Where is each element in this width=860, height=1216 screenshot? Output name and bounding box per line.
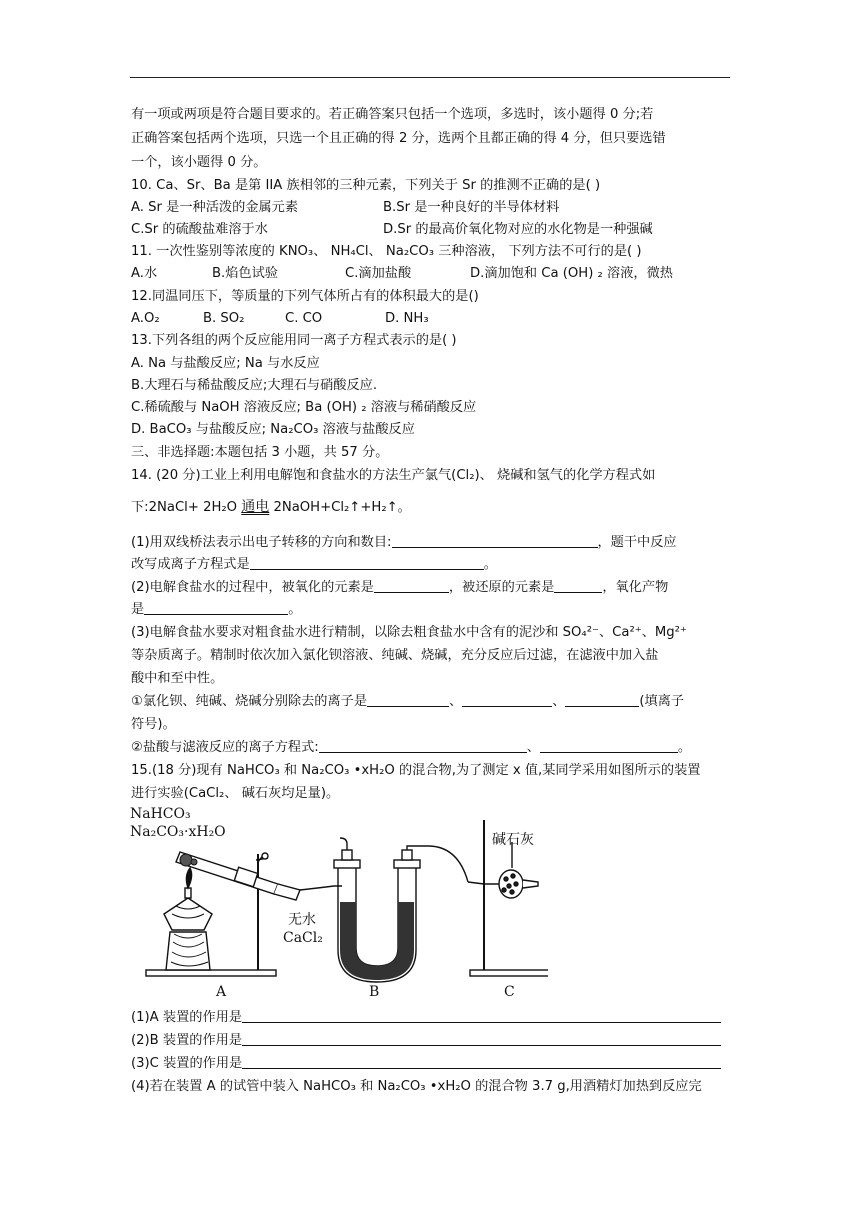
q14-part-1-line-2: 改写成离子方程式是 。 [131,557,497,572]
section-3-heading: 三、非选择题:本题包括 3 小题，共 57 分。 [131,445,389,460]
figure-label-mixture-1: NaHCO₃ [130,806,191,822]
figure-label-mixture-2: Na₂CO₃·xH₂O [130,824,226,840]
q13-stem: 13.下列各组的两个反应能用同一离子方程式表示的是( ) [131,333,457,348]
q14-part-3-line-3: 酸中和至中性。 [131,671,224,686]
q10-option-b: B.Sr 是一种良好的半导体材料 [383,200,560,215]
equation-left: 下:2NaCl+ 2H₂O [131,500,238,515]
q10-option-c: C.Sr 的硫酸盐难溶于水 [131,222,268,237]
equation-condition: 通电 [241,499,270,515]
q13-option-d: D. BaCO₃ 与盐酸反应; Na₂CO₃ 溶液与盐酸反应 [131,422,415,437]
figure-label-a: A [216,984,227,1000]
answer-blank[interactable] [392,533,598,548]
q15-sub-2: (2)B 装置的作用是 [131,1031,721,1051]
figure-label-soda-lime: 碱石灰 [492,832,534,848]
q12-option-b: B. SO₂ [203,311,245,326]
q12-option-c: C. CO [285,311,323,326]
q11-option-b: B.焰色试验 [212,266,278,281]
answer-blank[interactable] [565,692,639,707]
answer-blank[interactable] [242,1031,721,1046]
q15-stem-line-1: 15.(18 分)现有 NaHCO₃ 和 Na₂CO₃ •xH₂O 的混合物,为了测定 x 值,某同学采用如图所示的装置 [131,763,701,778]
apparatus-figure [128,802,548,1002]
q14-part-3-line-4: ①氯化钡、纯碱、烧碱分别除去的离子是 、 、 (填离子 [131,694,685,709]
q15-stem-line-2: 进行实验(CaCl₂、 碱石灰均足量)。 [131,786,340,801]
figure-label-cacl2-1: 无水 [288,912,316,928]
figure-label-cacl2-2: CaCl₂ [283,930,323,946]
q11-option-c: C.滴加盐酸 [345,266,412,281]
q15-sub-3: (3)C 装置的作用是 [131,1054,721,1074]
q15-sub-4: (4)若在装置 A 的试管中装入 NaHCO₃ 和 Na₂CO₃ •xH₂O 的混合物 3.7 g,用酒精灯加热到反应完 [131,1079,702,1094]
q14-part-2-line-1: (2)电解食盐水的过程中，被氧化的元素是 ，被还原的元素是 ，氧化产物 [131,580,669,595]
q14-part-1-line-1: (1)用双线桥法表示出电子转移的方向和数目: ，题干中反应 [131,535,677,550]
q14-stem: 14. (20 分)工业上利用电解饱和食盐水的方法生产氯气(Cl₂)、 烧碱和氢气的化学方程式如 [131,468,656,483]
q14-part-2-line-2: 是 。 [131,602,302,617]
q11-option-a: A.水 [131,266,158,281]
answer-blank[interactable] [374,578,449,593]
answer-blank[interactable] [144,600,288,615]
figure-label-c: C [504,984,515,1000]
q14-part-3-line-5: 符号)。 [131,717,176,732]
q10-stem: 10. Ca、Sr、Ba 是第 IIA 族相邻的三种元素，下列关于 Sr 的推测不正确的是( ) [131,178,601,193]
answer-blank[interactable] [242,1054,721,1069]
q12-option-a: A.O₂ [131,311,160,326]
answer-blank[interactable] [319,738,527,753]
q13-option-a: A. Na 与盐酸反应; Na 与水反应 [131,356,320,371]
intro-line-3: 一个，该小题得 0 分。 [131,155,267,170]
header-rule [130,77,730,78]
q11-option-d: D.滴加饱和 Ca (OH) ₂ 溶液，微热 [470,266,673,281]
stand-a-base [146,970,276,976]
answer-blank[interactable] [242,1008,721,1023]
answer-blank[interactable] [250,555,484,570]
q14-part-3-line-2: 等杂质离子。精制时依次加入氯化钡溶液、纯碱、烧碱，充分反应后过滤，在滤液中加入盐 [131,648,659,663]
q14-part-3-line-1: (3)电解食盐水要求对粗食盐水进行精制，以除去粗食盐水中含有的泥沙和 SO₄²⁻、Ca²⁺、Mg²⁺ [131,625,687,640]
q12-stem: 12.同温同压下，等质量的下列气体所占有的体积最大的是() [131,289,479,304]
figure-label-b: B [369,984,380,1000]
q13-option-b: B.大理石与稀盐酸反应;大理石与硝酸反应. [131,378,378,393]
q15-sub-1: (1)A 装置的作用是 [131,1008,721,1028]
q14-part-3-line-6: ②盐酸与滤液反应的离子方程式: 、 。 [131,740,692,755]
q13-option-c: C.稀硫酸与 NaOH 溶液反应; Ba (OH) ₂ 溶液与稀硝酸反应 [131,400,477,415]
q10-option-a: A. Sr 是一种活泼的金属元素 [131,200,299,215]
q12-option-d: D. NH₃ [385,311,429,326]
intro-line-1: 有一项或两项是符合题目要求的。若正确答案只包括一个选项，多选时，该小题得 0 分;若 [131,107,654,122]
intro-line-2: 正确答案包括两个选项，只选一个且正确的得 2 分，选两个且都正确的得 4 分，但只要选错 [131,131,666,146]
q10-option-d: D.Sr 的最高价氧化物对应的水化物是一种强碱 [383,222,653,237]
equation-right: 2NaOH+Cl₂↑+H₂↑。 [273,500,411,515]
answer-blank[interactable] [367,692,449,707]
q11-stem: 11. 一次性鉴别等浓度的 KNO₃、 NH₄Cl、 Na₂CO₃ 三种溶液， 下列方法不可行的是( ) [131,244,642,259]
answer-blank[interactable] [462,692,552,707]
answer-blank[interactable] [554,578,602,593]
answer-blank[interactable] [540,738,678,753]
q14-equation [131,497,411,518]
